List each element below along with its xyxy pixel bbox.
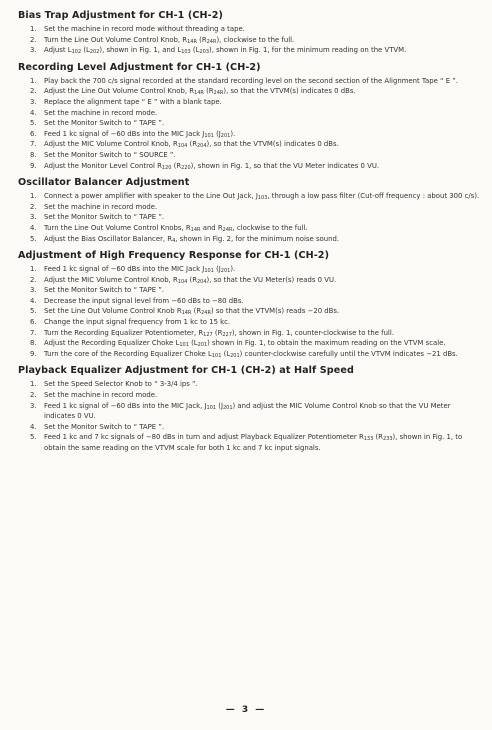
section [20, 62, 480, 171]
step-list [20, 264, 480, 359]
step-number: 2. [30, 87, 37, 96]
step-number: 8. [30, 339, 37, 348]
step-item [20, 390, 480, 401]
step-text: Adjust the Line Out Volume Control Knob, $R_{14R}$ $(R_{24R})$, so that the VTVM(s) indicates 0 dBs. [44, 87, 356, 97]
step-item [20, 35, 480, 46]
step-text: Adjust the Monitor Level Control $R_{120}$ $(R_{220})$, shown in Fig. 1, so that the VU Meter indicates 0 VU. [44, 161, 380, 171]
step-text: Set the machine in record mode without threading a tape. [44, 25, 245, 33]
section-heading: Bias Trap Adjustment for CH-1 (CH-2) [18, 10, 223, 21]
step-number: 3. [30, 401, 37, 410]
step-item [20, 349, 480, 360]
section [20, 365, 480, 453]
step-item [20, 24, 480, 35]
step-number: 2. [30, 391, 37, 400]
step-text: Replace the alignment tape “ E ” with a blank tape. [44, 97, 222, 106]
step-list [20, 191, 480, 244]
step-number: 1. [30, 380, 37, 389]
step-number: 3. [30, 97, 37, 106]
step-number: 4. [30, 108, 37, 117]
step-text: Feed 1 kc signal of −60 dBs into the MIC Jack $J_{101}$ $(J_{201})$. [44, 265, 236, 275]
step-item [20, 45, 480, 56]
step-list [20, 24, 480, 56]
step-text: Adjust the Recording Equalizer Choke $L_{101}$ $(L_{201})$ shown in Fig. 1, to obtain the maximum reading on the VTVM scale. [44, 339, 446, 349]
step-item [20, 422, 480, 433]
step-number: 2. [30, 35, 37, 44]
step-item [20, 401, 480, 422]
step-text: Set the Monitor Switch to “ SOURCE ”. [44, 150, 176, 159]
step-item [20, 317, 480, 328]
step-text: Turn the Line Out Volume Control Knob, $R_{14R}$ $(R_{24R})$, clockwise to the full. [44, 35, 295, 45]
step-item [20, 285, 480, 296]
step-number: 5. [30, 234, 37, 243]
step-number: 1. [30, 76, 37, 85]
page-number: — 3 — [225, 705, 267, 715]
step-text: Turn the Line Out Volume Control Knobs, $R_{14R}$ and $R_{24R}$, clockwise to the full. [44, 223, 308, 233]
step-item [20, 139, 480, 150]
step-number: 9. [30, 161, 37, 170]
step-text: Set the machine in record mode. [44, 108, 158, 117]
step-text: Connect a power amplifier with speaker to the Line Out Jack, $J_{103}$, through a low pass filter (Cut-off frequency : about 300 c/s). [44, 192, 480, 202]
step-item [20, 108, 480, 119]
step-number: 1. [30, 25, 37, 33]
step-item [20, 223, 480, 234]
step-item [20, 129, 480, 140]
step-text: Feed 1 kc signal of −60 dBs into the MIC Jack $J_{101}$ $(J_{201})$. [44, 129, 236, 139]
section [20, 177, 480, 244]
step-text: Set the Monitor Switch to “ TAPE ”. [44, 119, 165, 128]
step-text: Adjust $L_{102}$ $(L_{202})$, shown in Fig. 1, and $L_{103}$ $(L_{203})$, shown in Fig. 1, for the minimum reading on the VTVM. [44, 46, 407, 56]
step-text: Decrease the input signal level from −60 dBs to −80 dBs. [44, 296, 244, 305]
step-item [20, 150, 480, 161]
section-heading: Playback Equalizer Adjustment for CH-1 (CH-2) at Half Speed [18, 365, 354, 377]
step-number: 6. [30, 318, 37, 327]
step-number: 2. [30, 275, 37, 284]
step-list [20, 76, 480, 171]
step-number: 8. [30, 150, 37, 159]
section [20, 10, 480, 56]
step-number: 7. [30, 140, 37, 149]
step-text: Turn the core of the Recording Equalizer Choke $L_{101}$ $(L_{201})$ counter-clockwise carefully until the VTVM indicates −21 dBs. [44, 349, 458, 359]
step-number: 4. [30, 223, 37, 232]
section-heading: Oscillator Balancer Adjustment [18, 177, 190, 189]
step-text: Change the input signal frequency from 1 kc to 15 kc. [44, 318, 231, 327]
step-item [20, 234, 480, 245]
step-number: 6. [30, 129, 37, 138]
step-number: 5. [30, 119, 37, 128]
step-item [20, 86, 480, 97]
step-item [20, 76, 480, 87]
step-text: Set the machine in record mode. [44, 202, 158, 211]
step-item [20, 212, 480, 223]
step-number: 3. [30, 46, 37, 55]
step-item [20, 379, 480, 390]
sections-container [20, 10, 480, 454]
step-number: 7. [30, 328, 37, 337]
step-item [20, 97, 480, 108]
step-text: Set the Monitor Switch to “ TAPE ”. [44, 422, 165, 431]
step-item [20, 275, 480, 286]
step-text: Set the Line Out Volume Control Knob $R_{14R}$ $(R_{24R})$ so that the VTVM(s) reads −20 dBs. [44, 307, 340, 317]
step-item [20, 328, 480, 339]
step-list [20, 379, 480, 453]
step-text: Turn the Recording Equalizer Potentiometer, $R_{127}$ $(R_{227})$, shown in Fig. 1, counter-clockwise to the full. [44, 328, 394, 338]
step-item [20, 432, 480, 453]
step-text: Set the Monitor Switch to “ TAPE ”. [44, 213, 165, 222]
section-heading: Recording Level Adjustment for CH-1 (CH-2) [18, 61, 261, 73]
step-text: Adjust the Bias Oscillator Balancer, $R_4$, shown in Fig. 2, for the minimum noise sound. [44, 234, 340, 244]
step-item [20, 191, 480, 202]
step-text: Set the Monitor Switch to “ TAPE ”. [44, 286, 165, 295]
step-number: 4. [30, 296, 37, 305]
step-item [20, 306, 480, 317]
step-item [20, 296, 480, 307]
step-text: Play back the 700 c/s signal recorded at the standard recording level on the second section of the Alignment Tape “ E ”. [44, 76, 459, 85]
step-text: Feed 1 kc signal of −60 dBs into the MIC Jack, $J_{101}$ $(J_{201})$ and adjust the MIC Volume Control Knob so that the VU Meter indicates 0 VU. [44, 401, 451, 421]
step-number: 2. [30, 202, 37, 211]
step-number: 3. [30, 286, 37, 295]
step-text: Set the Speed Selector Knob to “ 3-3/4 ips ”. [44, 380, 198, 389]
step-item [20, 264, 480, 275]
step-text: Set the machine in record mode. [44, 391, 158, 400]
section [20, 250, 480, 359]
step-item [20, 338, 480, 349]
step-text: Adjust the MIC Volume Control Knob, $R_{104}$ $(R_{204})$, so that the VTVM(s) indicates 0 dBs. [44, 140, 339, 150]
step-number: 9. [30, 349, 37, 358]
step-number: 4. [30, 422, 37, 431]
step-item [20, 118, 480, 129]
step-number: 5. [30, 307, 37, 316]
step-number: 1. [30, 265, 37, 274]
step-number: 3. [30, 213, 37, 222]
step-number: 5. [30, 433, 37, 442]
section-heading: Adjustment of High Frequency Response for CH-1 (CH-2) [18, 250, 330, 262]
step-item [20, 202, 480, 213]
step-number: 1. [30, 192, 37, 201]
step-item [20, 161, 480, 172]
step-text: Adjust the MIC Volume Control Knob, $R_{104}$ $(R_{204})$, so that the VU Meter(s) reads 0 VU. [44, 275, 337, 285]
step-text: Feed 1 kc and 7 kc signals of −80 dBs in turn and adjust Playback Equalizer Potentiometer $R_{133}$ $(R_{233})$, shown in Fig. 1, to obtain the same reading on the VTVM scale for both 1 kc and 7 kc input signals. [44, 433, 463, 452]
